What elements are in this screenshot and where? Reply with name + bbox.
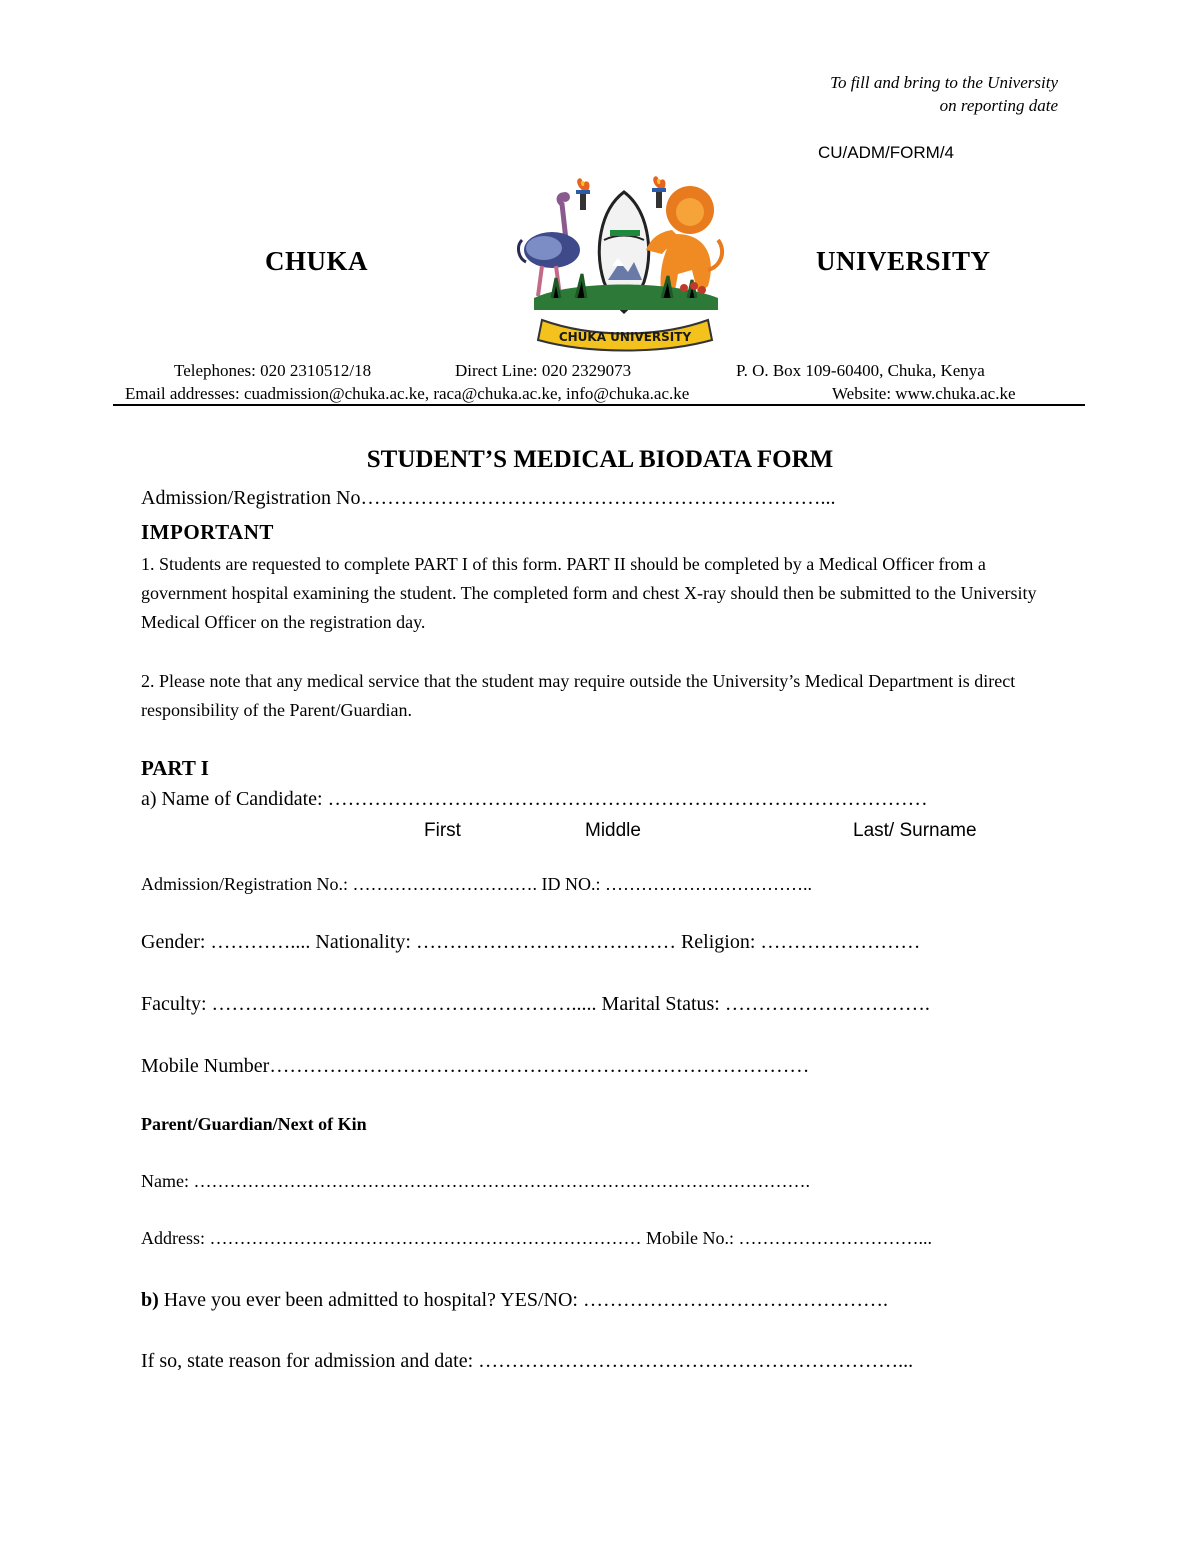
- part-1-heading: PART I: [141, 756, 209, 780]
- svg-text:CHUKA UNIVERSITY: CHUKA UNIVERSITY: [558, 330, 692, 344]
- gender-field[interactable]: …………....: [210, 931, 311, 953]
- id-no-label: ID NO.:: [541, 874, 601, 894]
- hospital-answer-field[interactable]: ……………………………………….: [582, 1289, 888, 1311]
- university-crest-logo: [512, 170, 737, 352]
- university-name-left: CHUKA: [265, 246, 368, 276]
- hospital-question-prefix: b): [141, 1289, 159, 1311]
- gender-label: Gender:: [141, 931, 206, 953]
- marital-status-label: Marital Status:: [601, 993, 720, 1015]
- ostrich-icon: [519, 192, 580, 296]
- name-sub-first: First: [424, 820, 461, 841]
- mobile-number-row: [141, 1055, 809, 1078]
- top-admission-label: Admission/Registration No: [141, 487, 361, 509]
- kin-mobile-label: Mobile No.:: [646, 1228, 734, 1248]
- candidate-name-row: [141, 788, 928, 811]
- reporting-note-line-1: To fill and bring to the University: [830, 73, 1058, 92]
- right-torch-icon: [652, 176, 666, 208]
- direct-line: Direct Line: 020 2329073: [455, 361, 632, 380]
- kin-address-label: Address:: [141, 1228, 205, 1248]
- hospital-row: [141, 1289, 888, 1312]
- mobile-number-field[interactable]: ………………………………………………………………………: [269, 1055, 810, 1077]
- kin-name-field[interactable]: ………………………………………………………………………………………….: [193, 1171, 810, 1191]
- form-code: CU/ADM/FORM/4: [818, 143, 954, 162]
- admission-reason-label: If so, state reason for admission and date:: [141, 1350, 474, 1372]
- religion-field[interactable]: ……………………: [760, 931, 921, 953]
- hospital-question-label: Have you ever been admitted to hospital? YES/NO:: [163, 1289, 578, 1311]
- mobile-number-label: Mobile Number: [141, 1055, 270, 1077]
- admission-reason-row: [141, 1350, 913, 1373]
- university-name-right: UNIVERSITY: [816, 246, 991, 276]
- marital-status-field[interactable]: ………………………….: [724, 993, 930, 1015]
- admission-reason-field[interactable]: ………………………………………………………...: [478, 1350, 914, 1372]
- top-admission-field[interactable]: ……………………………………………………………...: [360, 487, 836, 509]
- top-admission-row: [141, 487, 835, 510]
- admission-no-field[interactable]: ………………………….: [352, 874, 537, 894]
- email-addresses: Email addresses: cuadmission@chuka.ac.ke, raca@chuka.ac.ke, info@chuka.ac.ke: [125, 384, 690, 403]
- admission-no-label: Admission/Registration No.:: [141, 874, 348, 894]
- religion-label: Religion:: [680, 931, 756, 953]
- header-divider: [113, 404, 1085, 406]
- important-note-1: 1. Students are requested to complete PART I of this form. PART II should be completed by a Medical Officer from a government hospital examining the student. The completed form and chest X-ray should then be submitted to the University Medical Officer on the registration day.: [141, 554, 1037, 632]
- kin-name-row: [141, 1171, 810, 1192]
- kin-address-field[interactable]: ………………………………………………………………: [209, 1228, 642, 1248]
- important-note-2: 2. Please note that any medical service that the student may require outside the University’s Medical Department is direct responsibility of the Parent/Guardian.: [141, 671, 1016, 720]
- name-sub-middle: Middle: [585, 820, 641, 841]
- faculty-field[interactable]: ……………………………………………….....: [211, 993, 597, 1015]
- gender-nationality-religion-row: [141, 931, 920, 954]
- crest-banner: [538, 320, 712, 351]
- faculty-marital-row: [141, 993, 930, 1016]
- id-no-field[interactable]: ……………………………..: [605, 874, 812, 894]
- admission-id-row: [141, 874, 812, 895]
- left-torch-icon: [576, 178, 590, 210]
- candidate-name-label: a) Name of Candidate:: [141, 788, 323, 810]
- kin-address-row: [141, 1228, 932, 1249]
- faculty-label: Faculty:: [141, 993, 207, 1015]
- telephones: Telephones: 020 2310512/18: [174, 361, 372, 380]
- name-sub-last: Last/ Surname: [853, 820, 977, 841]
- nationality-label: Nationality:: [315, 931, 411, 953]
- important-heading: IMPORTANT: [141, 520, 274, 544]
- kin-heading: Parent/Guardian/Next of Kin: [141, 1114, 367, 1134]
- candidate-name-field[interactable]: ………………………………………………………………………………: [327, 788, 928, 810]
- form-title: STUDENT’S MEDICAL BIODATA FORM: [366, 446, 834, 473]
- kin-name-label: Name:: [141, 1171, 189, 1191]
- kin-mobile-field[interactable]: …………………………...: [738, 1228, 932, 1248]
- po-box: P. O. Box 109-60400, Chuka, Kenya: [736, 361, 985, 380]
- website: Website: www.chuka.ac.ke: [832, 384, 1016, 403]
- reporting-note-line-2: on reporting date: [939, 96, 1058, 115]
- nationality-field[interactable]: …………………………………: [415, 931, 676, 953]
